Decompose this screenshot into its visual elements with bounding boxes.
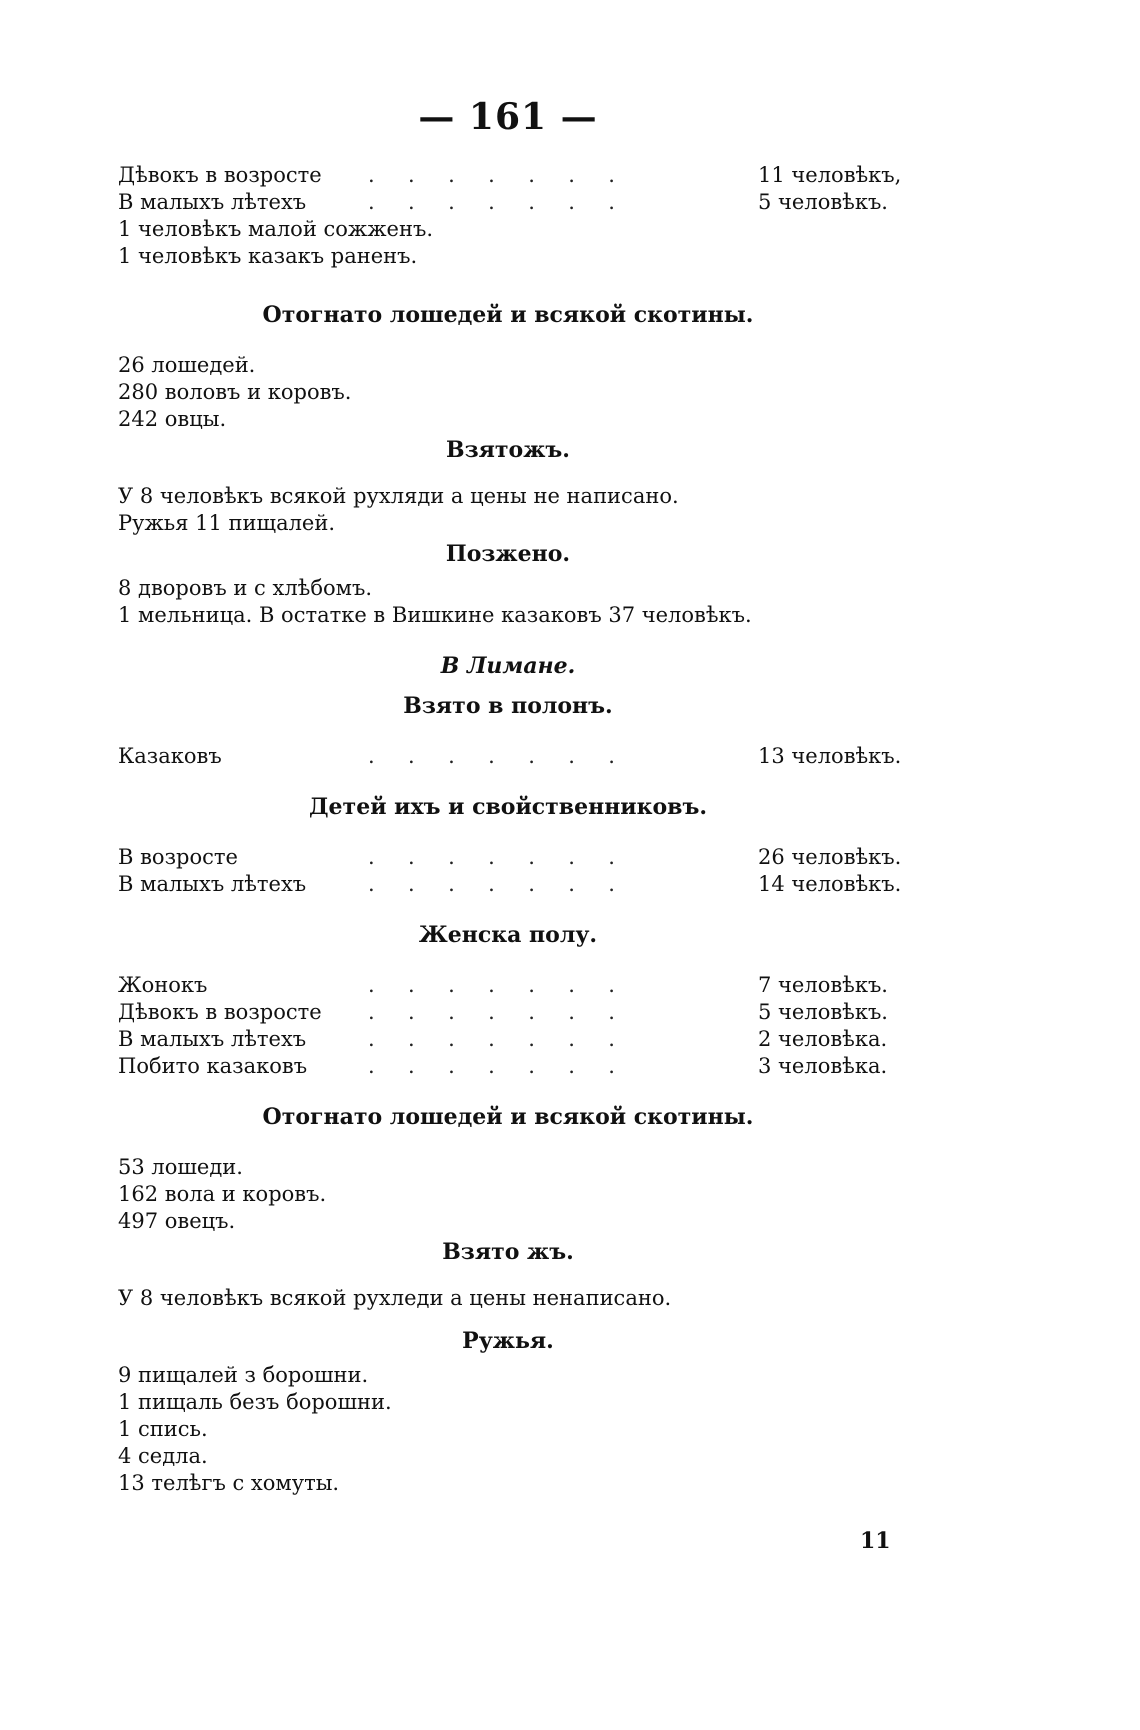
leader-dots: . . . . . . . [368,744,615,768]
text-line: 1 мельница. В остатке в Вишкине казаковъ 37 человѣкъ. [118,603,752,627]
row-quantity: 7 человѣкъ. [758,973,888,997]
row-label: В малыхъ лѣтехъ [118,872,307,896]
row-quantity: 3 человѣка. [758,1054,888,1078]
leader-dots: . . . . . . . [368,190,615,214]
section-heading: Позжено. [445,541,571,567]
list-row [118,999,908,1026]
section-heading: Взятожъ. [446,437,570,463]
text-line: 9 пищалей з борошни. [118,1363,369,1387]
row-label: Казаковъ [118,744,222,768]
row-quantity: 26 человѣкъ. [758,845,902,869]
leader-dots: . . . . . . . [368,872,615,896]
text-line: 162 вола и коровъ. [118,1182,327,1206]
list-row [118,162,908,189]
leader-dots: . . . . . . . [368,845,615,869]
row-label: Жонокъ [118,973,208,997]
text-line: У 8 человѣкъ всякой рухледи а цены ненаписано. [118,1286,672,1310]
list-row [118,189,908,216]
row-label: Дѣвокъ в возросте [118,1000,322,1024]
section-heading: Детей ихъ и свойственниковъ. [309,794,707,820]
row-quantity: 13 человѣкъ. [758,744,902,768]
text-line: 53 лошеди. [118,1155,243,1179]
row-quantity: 5 человѣкъ. [758,1000,888,1024]
text-line: 1 человѣкъ казакъ раненъ. [118,244,418,268]
leader-dots: . . . . . . . [368,1000,615,1024]
list-row [118,972,908,999]
text-line: 8 дворовъ и с хлѣбомъ. [118,576,372,600]
text-line: 4 седла. [118,1444,208,1468]
list-row [118,1053,908,1080]
list-row [118,1026,908,1053]
document-page [118,96,908,1497]
leader-dots: . . . . . . . [368,163,615,187]
text-line: 1 спись. [118,1417,208,1441]
row-label: Побито казаковъ [118,1054,308,1078]
text-line: 242 овцы. [118,407,227,431]
leader-dots: . . . . . . . [368,973,615,997]
text-line: Ружья 11 пищалей. [118,511,336,535]
section-heading: Отогнато лошедей и всякой скотины. [262,302,754,328]
page-number: — 161 — [418,96,598,138]
list-row [118,743,908,770]
list-row [118,871,908,898]
text-line: 497 овецъ. [118,1209,236,1233]
row-label: В возросте [118,845,238,869]
section-heading: Ружья. [462,1328,554,1354]
leader-dots: . . . . . . . [368,1027,615,1051]
list-row [118,844,908,871]
section-subheading: Взято в полонъ. [403,693,613,719]
leader-dots: . . . . . . . [368,1054,615,1078]
section-heading: Отогнато лошедей и всякой скотины. [262,1104,754,1130]
section-heading: Взято жъ. [442,1239,574,1265]
row-label: Дѣвокъ в возросте [118,163,322,187]
row-label: В малыхъ лѣтехъ [118,1027,307,1051]
row-label: В малыхъ лѣтехъ [118,190,307,214]
signature-mark: 11 [860,1528,891,1554]
row-quantity: 14 человѣкъ. [758,872,902,896]
text-line: 13 телѣгъ с хомуты. [118,1471,340,1495]
text-line: 1 пищаль безъ борошни. [118,1390,392,1414]
row-quantity: 11 человѣкъ, [758,163,902,187]
section-heading: В Лимане. [440,653,576,679]
text-line: 1 человѣкъ малой сожженъ. [118,217,433,241]
text-line: 280 воловъ и коровъ. [118,380,352,404]
section-heading: Женска полу. [418,922,598,948]
text-line: У 8 человѣкъ всякой рухляди а цены не написано. [118,484,679,508]
row-quantity: 5 человѣкъ. [758,190,888,214]
text-line: 26 лошедей. [118,353,256,377]
row-quantity: 2 человѣка. [758,1027,888,1051]
